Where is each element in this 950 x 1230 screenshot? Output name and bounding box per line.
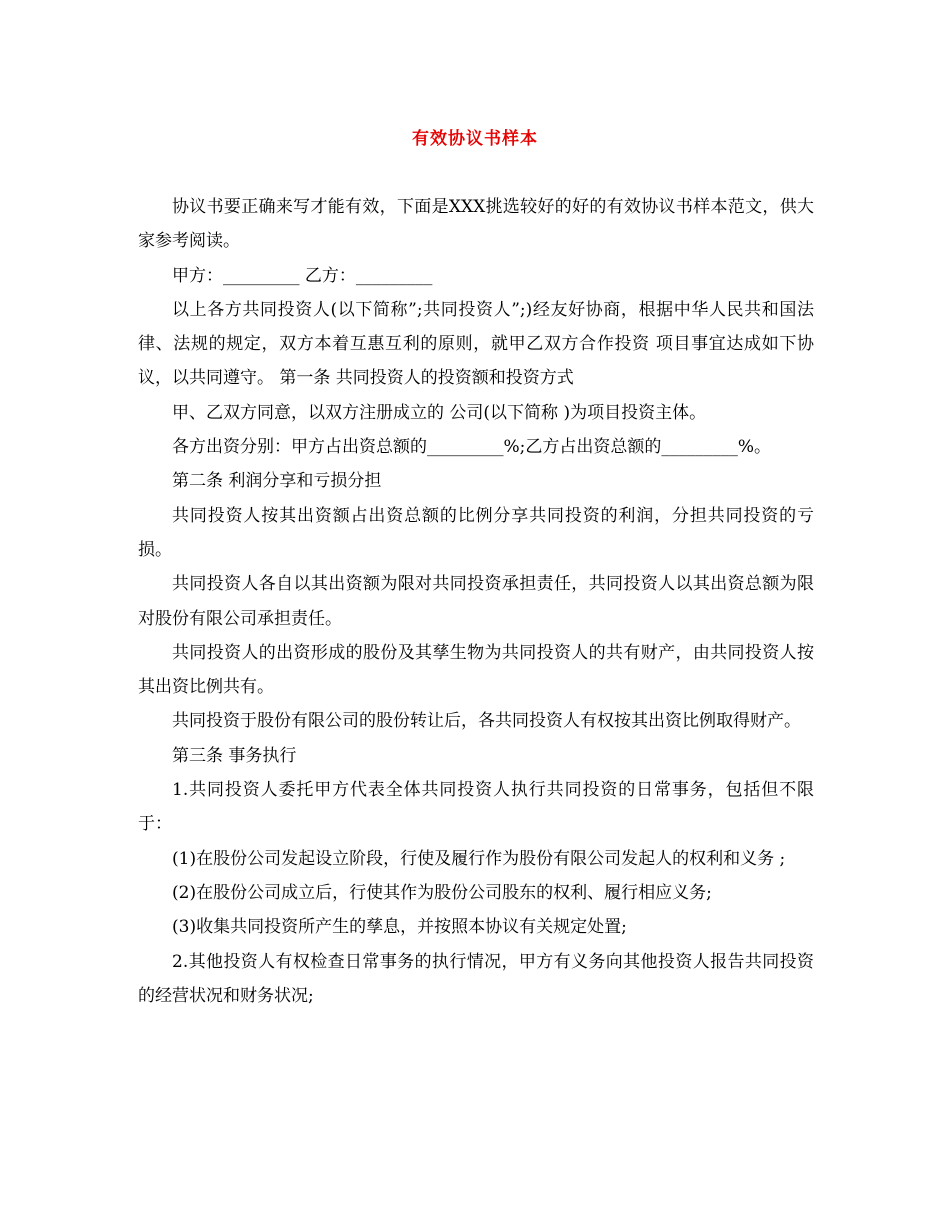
clause-1-item-2: (2)在股份公司成立后，行使其作为股份公司股东的权利、履行相应义务; (172, 882, 712, 903)
document-title: 有效协议书样本 (412, 129, 538, 149)
intro-paragraph: 协议书要正确来写才能有效，下面是XXX挑选较好的好的有效协议书样本范文，供大家参考阅读。 (138, 197, 814, 252)
article-three-heading: 第三条 事务执行 (172, 745, 297, 766)
parties-line: 甲方：_________ 乙方：_________ (172, 265, 433, 286)
preamble-paragraph: 以上各方共同投资人(以下简称”;共同投资人”;)经友好协商，根据中华人民共和国法律、法规的规定，双方本着互惠互利的原则，就甲乙双方合作投资 项目事宜达成如下协议，以共同遵守。 第一条 共同投资人的投资额和投资方式 (138, 299, 814, 389)
clause-1-item-1: (1)在股份公司发起设立阶段，行使及履行作为股份有限公司发起人的权利和义务 ; (172, 848, 786, 869)
article-two-heading: 第二条 利润分享和亏损分担 (172, 471, 382, 492)
clause-2-paragraph: 2.其他投资人有权检查日常事务的执行情况，甲方有义务向其他投资人报告共同投资的经营状况和财务状况; (138, 951, 814, 1006)
contribution-ratio-paragraph: 各方出资分别：甲方占出资总额的_________%;乙方占出资总额的_________%。 (172, 437, 772, 458)
investment-entity-paragraph: 甲、乙双方同意，以双方注册成立的 公司(以下简称 )为项目投资主体。 (172, 402, 707, 423)
share-transfer-paragraph: 共同投资于股份有限公司的股份转让后，各共同投资人有权按其出资比例取得财产。 (172, 711, 801, 732)
clause-1-item-3: (3)收集共同投资所产生的孳息，并按照本协议有关规定处置; (172, 917, 627, 938)
profit-sharing-paragraph: 共同投资人按其出资额占出资总额的比例分享共同投资的利润，分担共同投资的亏损。 (138, 505, 814, 560)
liability-paragraph: 共同投资人各自以其出资额为限对共同投资承担责任，共同投资人以其出资总额为限对股份有限公司承担责任。 (138, 574, 814, 629)
clause-1-paragraph: 1.共同投资人委托甲方代表全体共同投资人执行共同投资的日常事务，包括但不限于： (138, 780, 814, 835)
document-body (138, 190, 814, 1013)
joint-property-paragraph: 共同投资人的出资形成的股份及其孳生物为共同投资人的共有财产，由共同投资人按其出资比例共有。 (138, 642, 814, 698)
